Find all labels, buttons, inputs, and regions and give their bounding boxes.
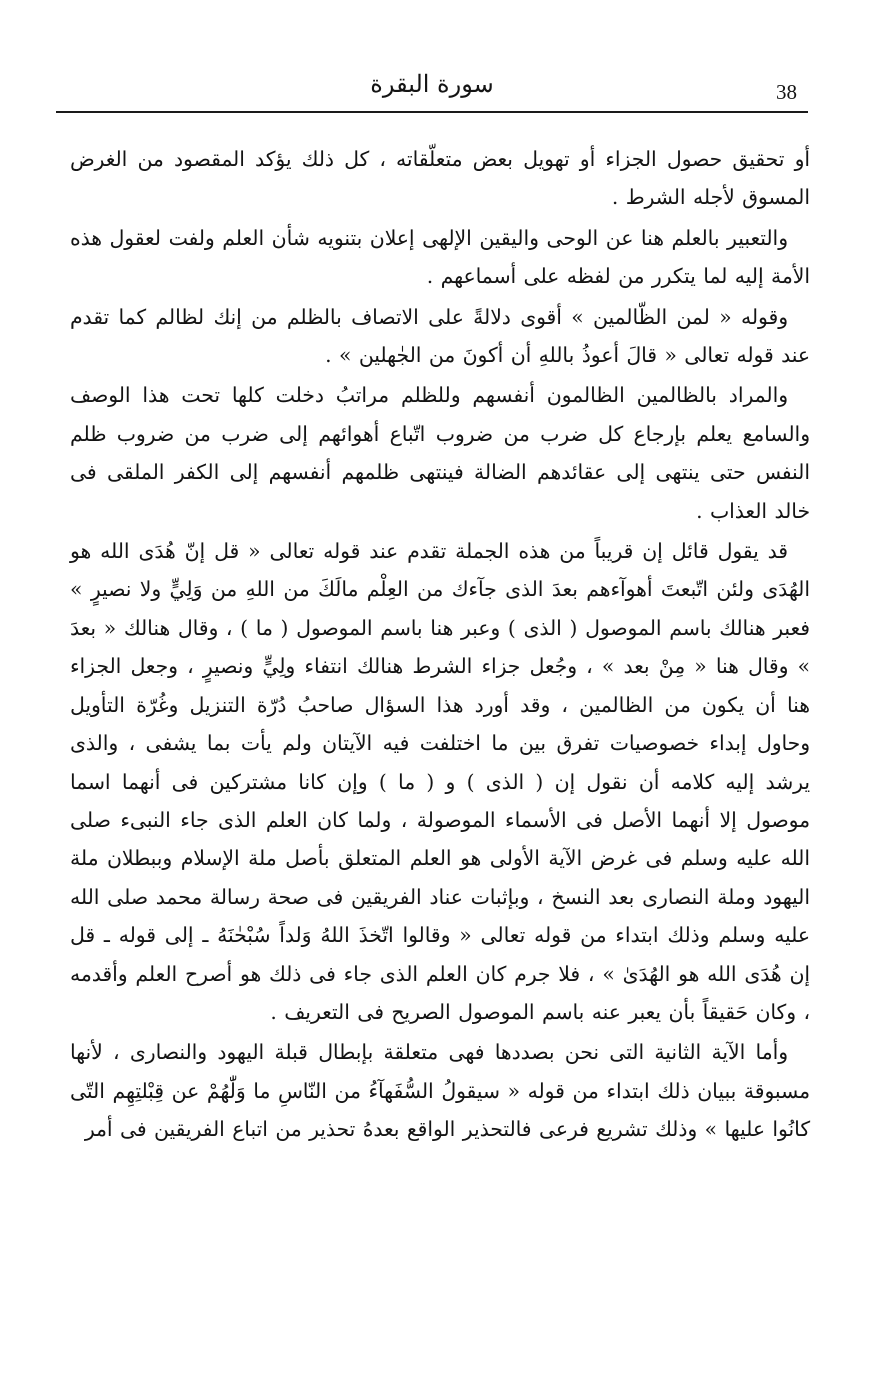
paragraph: وقوله « لمن الظّالمين » أقوى دلالةً على الاتصاف بالظلم من إنك لظالم كما تقدم عند قوله تعالى « قالَ أعوذُ باللهِ أن أكونَ من الجٰهلين » . bbox=[70, 304, 810, 368]
paragraph: والتعبير بالعلم هنا عن الوحى واليقين الإلهى إعلان بتنويه شأن العلم ولفت لعقول هذه الأمة إليه لما يتكرر من لفظه على أسماعهم . bbox=[70, 225, 810, 289]
body-text bbox=[70, 140, 810, 1151]
paragraph: وأما الآية الثانية التى نحن بصددها فهى متعلقة بإبطال قبلة اليهود والنصارى ، لأنها مسبوقة ببيان ذلك ابتداء من قوله « سيقولُ السُّفَهآءُ من النّاسِ ما وَلّٰهُمْ عن قِبْلتِهِم التّى كانُوا عليها » وذلك تشريع فرعى فالتحذير الواقع بعدهُ تحذير من اتباع الفريقين فى أمر bbox=[70, 1040, 810, 1142]
paragraph: والمراد بالظالمين الظالمون أنفسهم وللظلم مراتبُ دخلت كلها تحت هذا الوصف والسامع يعلم بإرجاع كل ضرب من ضروب اتّباع أهوائهم إلى ضرب من ضروب ظلم النفس حتى ينتهى إلى عقائدهم الضالة فينتهى ظلمهم أنفسهم إلى الكفر الملقى فى خالد العذاب . bbox=[70, 383, 810, 523]
paragraph: قد يقول قائل إن قريباً من هذه الجملة تقدم عند قوله تعالى « قل إنّ هُدَى الله هو الهُدَى ولئن اتّبعتَ أهوآءهم بعدَ الذى جآءك من العِلْم مالَكَ من اللهِ من وَلِيٍّ ولا نصيرٍ » فعبر هنالك باسم الموصول ( الذى ) وعبر هنا باسم الموصول ( ما ) ، وقال هنالك « بعدَ » وقال هنا « مِنْ بعد » ، وجُعل جزاء الشرط هنالك انتفاء ولِيٍّ ونصيرٍ ، وجعل الجزاء هنا أن يكون من الظالمين ، وقد أورد هذا السؤال صاحبُ دُرّة التنزيل وغُرّة التأويل وحاول إبداء خصوصيات تفرق بين ما اختلفت فيه الآيتان ولم يأت بما يشفى ، والذى يرشد إليه كلامه أن نقول إن ( الذى ) و ( ما ) وإن كانا مشتركين فى أنهما اسما موصول إلا أنهما الأصل فى الأسماء الموصولة ، ولما كان العلم الذى جاء النبىء صلى الله عليه وسلم فى غرض الآية الأولى هو العلم المتعلق بأصل ملة الإسلام وببطلان ملة اليهود وملة النصارى بعد النسخ ، وبإثبات عناد الفريقين فى صحة رسالة محمد صلى الله عليه وسلم وذلك ابتداء من قوله تعالى « وقالوا اتّخذَ اللهُ وَلداً سُبْحٰنَهُ ـ إلى قوله ـ قل إن هُدَى الله هو الهُدَىٰ » ، فلا جرم كان العلم الذى جاء فى ذلك هو أصرح العلم وأقدمه ، وكان حَقيقاً بأن يعبر عنه باسم الموصول الصريح فى التعريف . bbox=[70, 539, 810, 1024]
page-number: 38 bbox=[776, 80, 797, 104]
paragraph: أو تحقيق حصول الجزاء أو تهويل بعض متعلّقاته ، كل ذلك يؤكد المقصود من الغرض المسوق لأجله الشرط . bbox=[70, 147, 810, 210]
page-header bbox=[56, 64, 808, 114]
running-title: سورة البقرة bbox=[370, 70, 494, 98]
header-rule bbox=[56, 111, 808, 113]
